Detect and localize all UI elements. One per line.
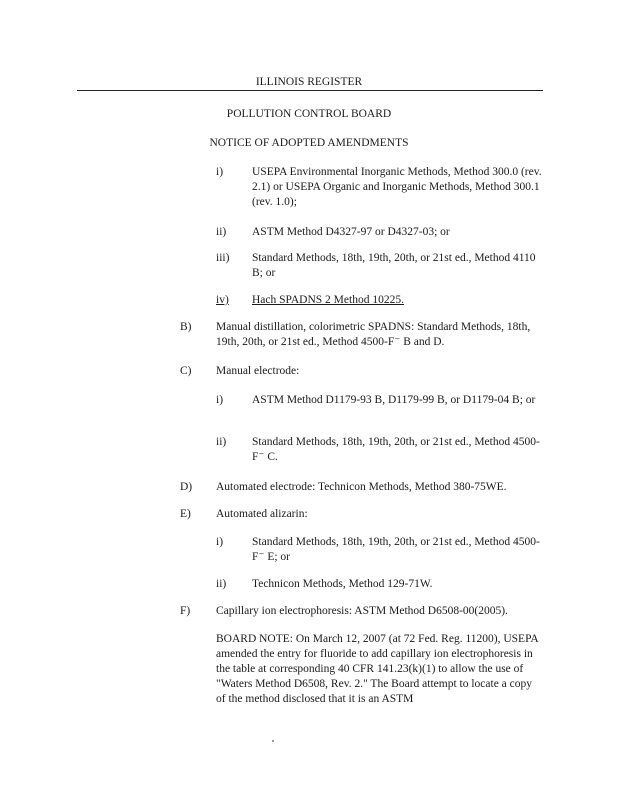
item-text: Technicon Methods, Method 129-71W. <box>252 578 433 590</box>
item-marker: D) <box>180 481 193 493</box>
item-text: ASTM Method D4327-97 or D4327-03; or <box>252 226 450 238</box>
item-marker: ii) <box>216 226 227 238</box>
item-marker: E) <box>180 508 191 520</box>
item-text: Automated electrode: Technicon Methods, Method 380-75WE. <box>216 481 507 493</box>
item-marker: i) <box>216 536 224 548</box>
header-rule <box>77 90 543 91</box>
item-marker: C) <box>180 365 192 377</box>
item-marker: iv) <box>216 294 229 306</box>
item-text: Standard Methods, 18th, 19th, 20th, or 21st ed., Method 4500-F⁻ C. <box>252 436 540 463</box>
item-text: USEPA Environmental Inorganic Methods, Method 300.0 (rev. 2.1) or USEPA Organic and Inorganic Methods, Method 300.1 (rev. 1.0); <box>252 166 542 208</box>
item-text: Capillary ion electrophoresis: ASTM Method D6508-00(2005). <box>216 605 508 617</box>
scan-speck <box>272 740 274 742</box>
item-marker: i) <box>216 394 224 406</box>
agency-title: POLLUTION CONTROL BOARD <box>226 108 392 120</box>
item-text: ASTM Method D1179-93 B, D1179-99 B, or D1179-04 B; or <box>252 394 536 406</box>
item-text: Hach SPADNS 2 Method 10225. <box>252 294 404 306</box>
notice-title: NOTICE OF ADOPTED AMENDMENTS <box>209 137 409 149</box>
item-marker: ii) <box>216 578 227 590</box>
item-text: Automated alizarin: <box>216 508 308 520</box>
item-marker: i) <box>216 166 224 178</box>
item-marker: iii) <box>216 252 230 264</box>
item-text: Standard Methods, 18th, 19th, 20th, or 21st ed., Method 4500-F⁻ E; or <box>252 536 540 563</box>
item-marker: B) <box>180 321 192 333</box>
item-marker: ii) <box>216 436 227 448</box>
item-text: Standard Methods, 18th, 19th, 20th, or 21st ed., Method 4110 B; or <box>252 252 536 279</box>
register-title: ILLINOIS REGISTER <box>255 76 363 88</box>
item-text: Manual electrode: <box>216 365 300 377</box>
item-text: Manual distillation, colorimetric SPADNS: Standard Methods, 18th, 19th, 20th, or 21st ed., Method 4500-F⁻ B and D. <box>216 321 531 348</box>
board-note: BOARD NOTE: On March 12, 2007 (at 72 Fed. Reg. 11200), USEPA amended the entry for fluoride to add capillary ion electrophoresis in the table at corresponding 40 CFR 141.23(k)(1) to allow the use of "Waters Method D6508, Rev. 2." The Board attempt to locate a copy of the method disclosed that it is an ASTM <box>216 633 539 705</box>
item-marker: F) <box>180 605 191 617</box>
